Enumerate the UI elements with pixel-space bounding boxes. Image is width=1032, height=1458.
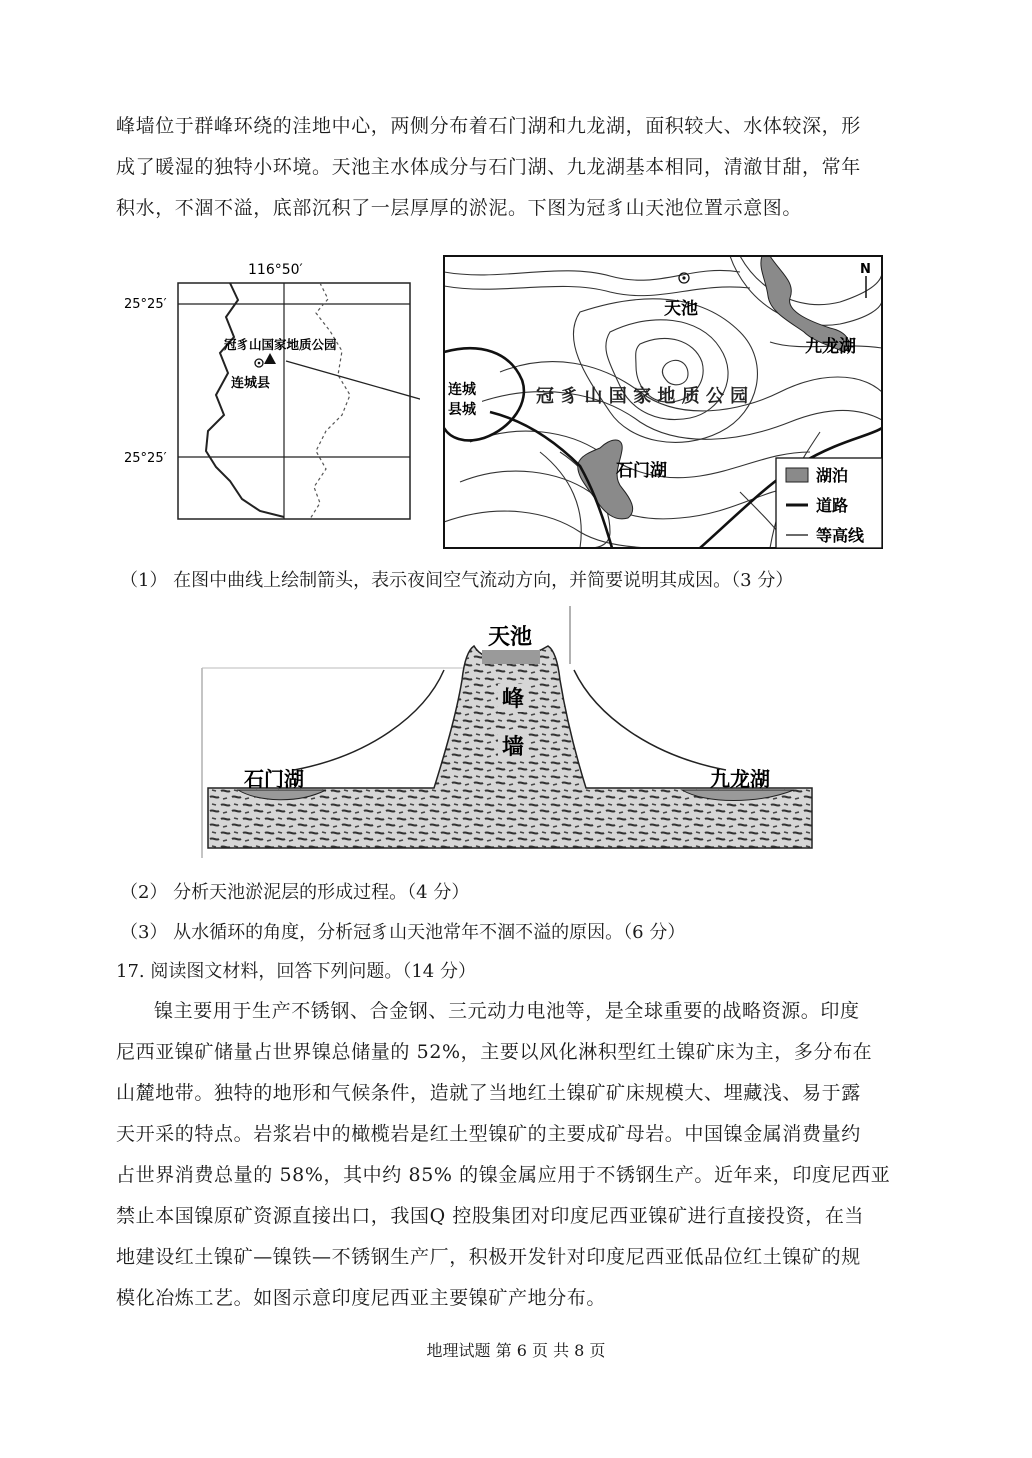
intro-line: 峰墙位于群峰环绕的洼地中心，两侧分布着石门湖和九龙湖，面积较大、水体较深，形 — [116, 115, 861, 137]
legend-lake-label: 湖泊 — [816, 466, 849, 485]
county-label: 连城县 — [231, 376, 271, 391]
jiulong-label: 九龙湖 — [805, 337, 856, 357]
q17-line: 尼西亚镍矿储量占世界镍总储量的 52%，主要以风化淋积型红土镍矿床为主，多分布在 — [116, 1041, 873, 1063]
intro-line: 成了暖湿的独特小环境。天池主水体成分与石门湖、九龙湖基本相同，清澈甘甜，常年 — [116, 156, 861, 178]
lat-top-label: 25°25′ — [124, 297, 167, 312]
question-17-title: 17. 阅读图文材料，回答下列问题。（14 分） — [116, 961, 476, 982]
profile-jiulong-label: 九龙湖 — [710, 767, 770, 791]
locator-map — [120, 255, 420, 525]
page-footer: 地理试题 第 6 页 共 8 页 — [426, 1341, 606, 1360]
shimen-label: 石门湖 — [616, 461, 667, 481]
park-label: 冠豸山国家地质公园 — [224, 337, 337, 352]
county-town-label-line2: 县城 — [448, 402, 476, 418]
q17-line: 镍主要用于生产不锈钢、合金钢、三元动力电池等，是全球重要的战略资源。印度 — [154, 1000, 860, 1022]
legend-road-label: 道路 — [816, 496, 849, 515]
park-triangle-icon — [264, 353, 276, 364]
airflow-curve-right — [574, 670, 726, 770]
question-3: （3） 从水循环的角度，分析冠豸山天池常年不涸不溢的原因。（6 分） — [120, 922, 686, 943]
profile-qiang-label: 墙 — [502, 735, 525, 760]
detail-map — [440, 252, 886, 552]
legend-lake-swatch — [786, 468, 808, 482]
pointer-line — [286, 361, 420, 403]
q17-line: 山麓地带。独特的地形和气候条件，造就了当地红土镍矿矿床规模大、埋藏浅、易于露 — [116, 1082, 861, 1104]
profile-tianchi-label: 天池 — [488, 625, 533, 650]
profile-feng-label: 峰 — [502, 687, 525, 712]
tianchi-label: 天池 — [664, 299, 698, 319]
lat-bottom-label: 25°25′ — [124, 451, 167, 466]
legend-contour-label: 等高线 — [816, 526, 865, 545]
q17-line: 地建设红土镍矿—镍铁—不锈钢生产厂，积极开发针对印度尼西亚低品位红土镍矿的规 — [116, 1246, 861, 1268]
longitude-label: 116°50′ — [248, 262, 303, 278]
tianchi-water — [482, 650, 540, 664]
intro-paragraph — [116, 106, 920, 229]
province-boundary — [310, 283, 350, 519]
q17-line: 天开采的特点。岩浆岩中的橄榄岩是红土型镍矿的主要成矿母岩。中国镍金属消费量约 — [116, 1123, 861, 1145]
question-1: （1） 在图中曲线上绘制箭头，表示夜间空气流动方向，并简要说明其成因。（3 分） — [120, 570, 794, 591]
q17-line: 禁止本国镍原矿资源直接出口，我国Q 控股集团对印度尼西亚镍矿进行直接投资，在当 — [116, 1205, 865, 1227]
question-2: （2） 分析天池淤泥层的形成过程。（4 分） — [120, 882, 470, 903]
q17-paragraph — [116, 991, 920, 1319]
map-frame — [178, 283, 410, 519]
intro-line: 积水，不涸不溢，底部沉积了一层厚厚的淤泥。下图为冠豸山天池位置示意图。 — [116, 197, 803, 219]
park-name-label: 冠 豸 山 国 家 地 质 公 园 — [536, 386, 749, 407]
county-town-label-line1: 连城 — [448, 382, 476, 398]
county-boundary — [206, 283, 284, 517]
profile-shimen-label: 石门湖 — [244, 767, 304, 791]
q17-line: 占世界消费总量的 58%，其中约 85% 的镍金属应用于不锈钢生产。近年来，印度尼西亚 — [116, 1164, 891, 1186]
airflow-curve-left — [294, 670, 444, 770]
north-label: N — [860, 262, 871, 277]
profile-diagram — [198, 606, 820, 866]
q17-line: 模化冶炼工艺。如图示意印度尼西亚主要镍矿产地分布。 — [116, 1287, 607, 1309]
